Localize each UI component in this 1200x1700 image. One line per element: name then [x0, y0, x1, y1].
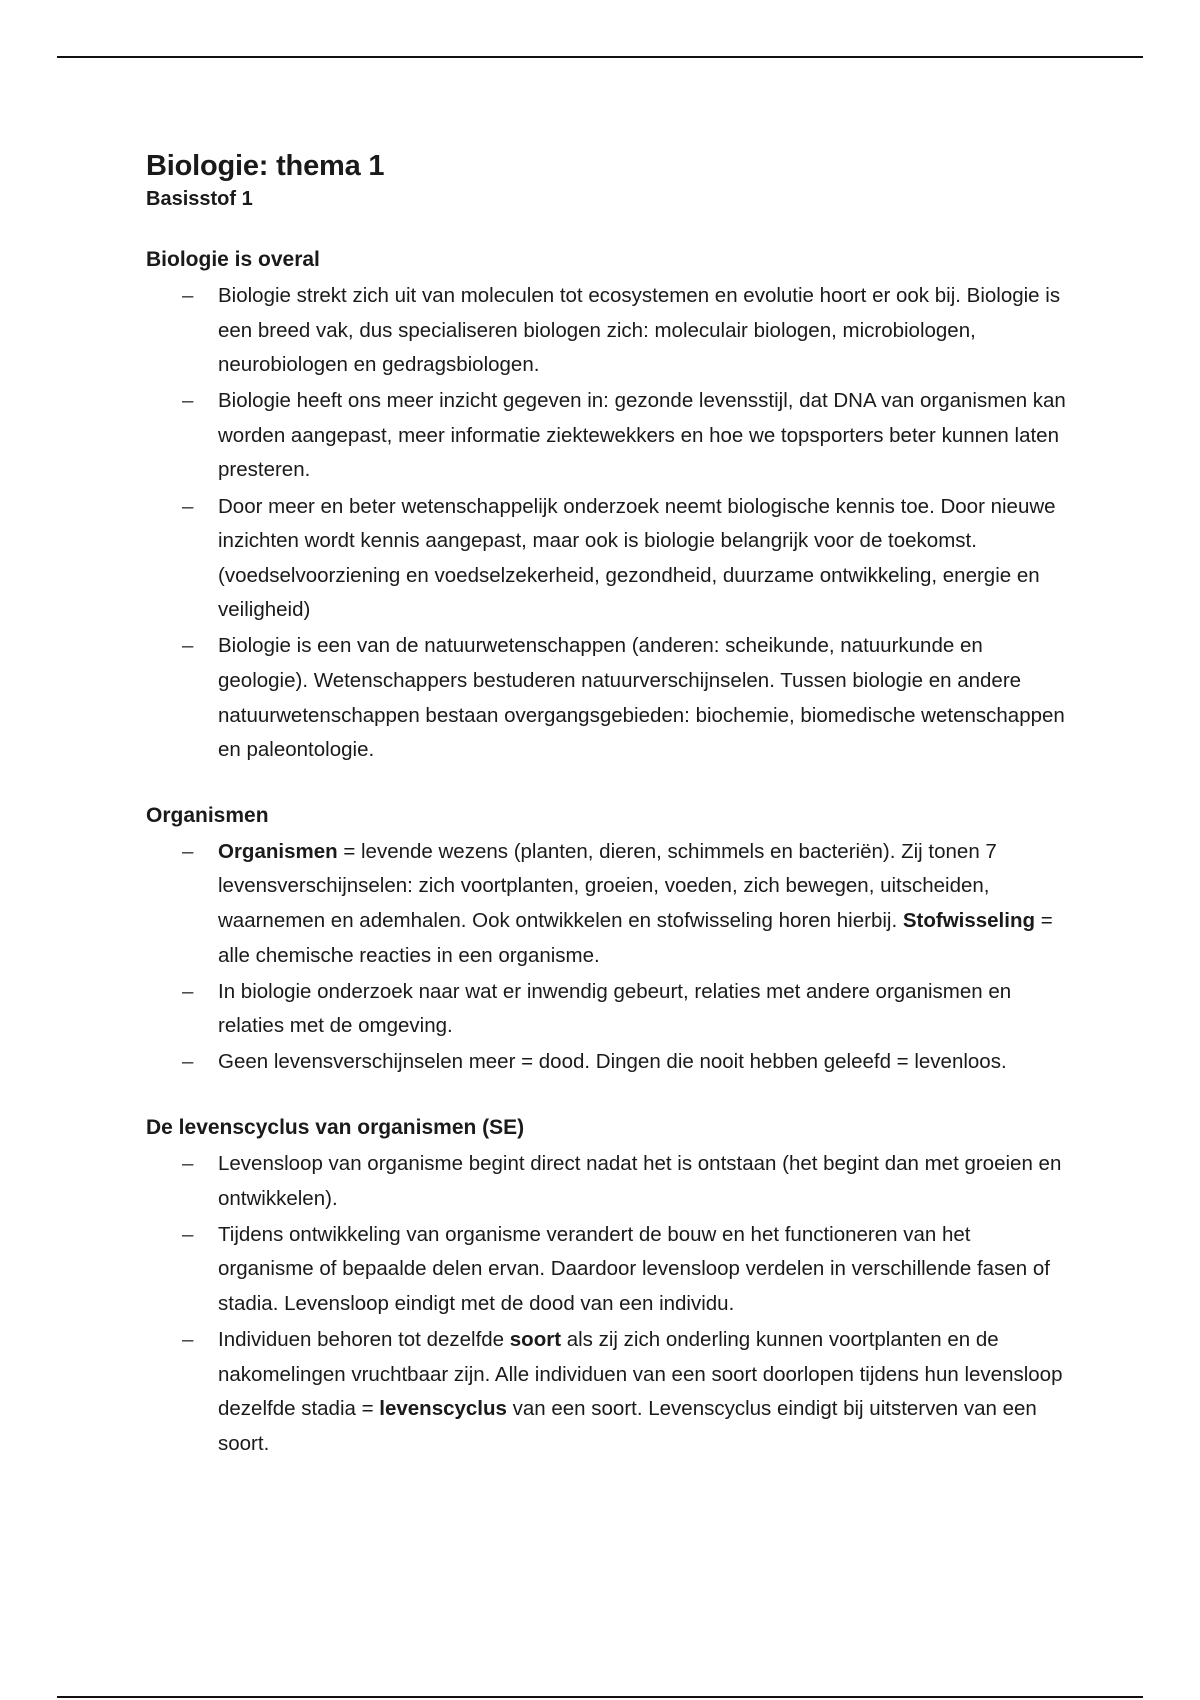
- dash-bullet-icon: –: [182, 1050, 194, 1074]
- dash-bullet-icon: –: [182, 839, 194, 863]
- dash-bullet-icon: –: [182, 1222, 194, 1246]
- page-subtitle: Basisstof 1: [146, 188, 253, 210]
- item-text: als zij zich onderling kunnen voortplanten en de nakomelingen vruchtbaar zijn. Alle individuen van een soort doorlopen tijdens hun levensloop dezelfde stadia =: [218, 1327, 1063, 1421]
- section: [146, 1113, 1066, 1461]
- item-text: Geen levensverschijnselen meer = dood. Dingen die nooit hebben geleefd = levenloos.: [218, 1050, 1007, 1074]
- bullet-list: [146, 279, 1066, 768]
- section-heading: De levenscyclus van organismen (SE): [146, 1115, 525, 1139]
- item-text: Levensloop van organisme begint direct nadat het is ontstaan (het begint dan met groeien en ontwikkelen).: [218, 1151, 1062, 1210]
- section-heading: Biologie is overal: [146, 248, 320, 271]
- list-item: [146, 1045, 1066, 1080]
- item-text: Biologie strekt zich uit van moleculen tot ecosystemen en evolutie hoort er ook bij. Biologie is een breed vak, dus specialiseren biologen zich: moleculair biologen, microbiologen, neurobiologen en gedragsbiologen.: [218, 284, 1061, 377]
- bold-term: Stofwisseling: [902, 909, 1035, 932]
- sections-container: [146, 245, 1066, 1461]
- list-item: [146, 384, 1066, 488]
- bold-term: levenscyclus: [379, 1397, 507, 1421]
- item-text: = levende wezens (planten, dieren, schimmels en bacteriën). Zij tonen 7 levensverschijnselen: zich voortplanten, groeien, voeden, zich bewegen, uitscheiden, waarnemen en ademhalen. Ook ontwikkelen en stofwisseling horen hierbij.: [218, 839, 997, 932]
- section: [146, 801, 1066, 1080]
- list-item: [146, 835, 1066, 973]
- page-title: Biologie: thema 1: [146, 150, 385, 182]
- item-text: In biologie onderzoek naar wat er inwendig gebeurt, relaties met andere organismen en relaties met de omgeving.: [218, 979, 1012, 1038]
- list-item: [146, 1147, 1066, 1216]
- dash-bullet-icon: –: [182, 979, 194, 1003]
- bullet-list: [146, 835, 1066, 1080]
- item-text: Individuen behoren tot dezelfde: [218, 1327, 510, 1351]
- item-text: Tijdens ontwikkeling van organisme verandert de bouw en het functioneren van het organisme of bepaalde delen ervan. Daardoor levensloop verdelen in verschillende fasen of stadia. Levensloop eindigt met de dood van een individu.: [218, 1222, 1050, 1315]
- bottom-rule: [57, 1696, 1143, 1698]
- dash-bullet-icon: –: [182, 389, 194, 413]
- bold-term: soort: [509, 1327, 562, 1351]
- item-text: van een soort. Levenscyclus eindigt bij uitsterven van een soort.: [218, 1397, 1037, 1455]
- dash-bullet-icon: –: [182, 634, 194, 658]
- list-item: [146, 1323, 1066, 1461]
- item-text: = alle chemische reacties in een organisme.: [218, 909, 1053, 967]
- bold-term: Organismen: [218, 839, 338, 863]
- dash-bullet-icon: –: [182, 1151, 194, 1175]
- list-item: [146, 490, 1066, 628]
- item-text: Biologie heeft ons meer inzicht gegeven in: gezonde levensstijl, dat DNA van organismen kan worden aangepast, meer informatie ziektewekkers en hoe we topsporters beter kunnen laten presteren.: [218, 389, 1066, 482]
- list-item: [146, 279, 1066, 383]
- section-heading: Organismen: [146, 803, 269, 827]
- list-item: [146, 1218, 1066, 1322]
- item-text: Door meer en beter wetenschappelijk onderzoek neemt biologische kennis toe. Door nieuwe inzichten wordt kennis aangepast, maar ook is biologie belangrijk voor de toekomst. (voedselvoorziening en voedselzekerheid, gezondheid, duurzame ontwikkeling, energie en veiligheid): [218, 494, 1056, 622]
- bullet-list: [146, 1147, 1066, 1461]
- dash-bullet-icon: –: [182, 1327, 194, 1351]
- dash-bullet-icon: –: [182, 284, 194, 307]
- list-item: [146, 629, 1066, 767]
- document-body: [146, 146, 1066, 1494]
- list-item: [146, 975, 1066, 1044]
- section: [146, 245, 1066, 768]
- item-text: Biologie is een van de natuurwetenschappen (anderen: scheikunde, natuurkunde en geologie). Wetenschappers bestuderen natuurverschijnselen. Tussen biologie en andere natuurwetenschappen bestaan overgangsgebieden: biochemie, biomedische wetenschappen en paleontologie.: [218, 634, 1065, 762]
- dash-bullet-icon: –: [182, 494, 194, 518]
- top-rule: [57, 56, 1143, 58]
